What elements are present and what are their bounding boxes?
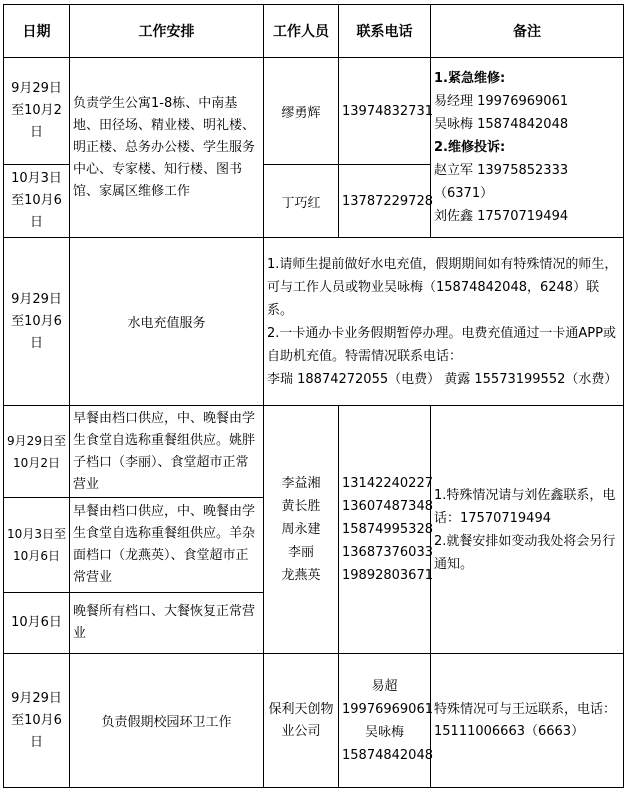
dining-staff-name: 龙燕英 (281, 568, 321, 583)
repair-date-2: 10月3日至10月6日 (4, 165, 70, 238)
cleaning-date: 9月29日至10月6日 (4, 654, 70, 788)
repair-date-1: 9月29日至10月2日 (4, 58, 70, 165)
holiday-schedule-table (3, 4, 624, 788)
repair-task: 负责学生公寓1-8栋、中南基地、田径场、精业楼、明礼楼、明正楼、总务办公楼、学生服务中心、专家楼、知行楼、图书馆、家属区维修工作 (70, 58, 264, 238)
dining-remark-line: 1.特殊情况请与刘佐鑫联系，电话：17570719494 (434, 487, 616, 526)
header-row (4, 5, 624, 58)
cleaning-staff: 保利天创物业公司 (264, 654, 339, 788)
repair-staff-1: 缪勇辉 (264, 58, 339, 165)
cleaning-task: 负责假期校园环卫工作 (70, 654, 264, 788)
repair-phone-2: 13787229728 (339, 165, 431, 238)
header-date: 日期 (4, 5, 70, 58)
dining-remark (431, 406, 624, 654)
utility-remark-line: 2.一卡通办卡业务假期暂停办理。电费充值通过一卡通APP或自助机充值。特需情况联系电话： (267, 325, 616, 364)
cleaning-contact: 15874842048 (342, 747, 433, 763)
dining-phone: 15874995328 (342, 522, 433, 537)
repair-phone-1: 13974832731 (339, 58, 431, 165)
repair-remark-line: 2.维修投诉: (434, 140, 506, 155)
dining-phone: 13142240227 (342, 476, 433, 491)
dining-task-3: 晚餐所有档口、大餐恢复正常营业 (70, 593, 264, 654)
cleaning-row (4, 654, 624, 788)
dining-phone: 19892803671 (342, 568, 433, 583)
dining-date-3: 10月6日 (4, 593, 70, 654)
dining-phone: 13687376033 (342, 545, 433, 560)
repair-remark (431, 58, 624, 238)
dining-date-1: 9月29日至10月2日 (4, 406, 70, 498)
utility-row (4, 238, 624, 406)
dining-task-1: 早餐由档口供应，中、晚餐由学生食堂自选称重餐组供应。姚胖子档口（李丽）、食堂超市正常营业 (70, 406, 264, 498)
header-phone: 联系电话 (339, 5, 431, 58)
repair-remark-line: 刘佐鑫 17570719494 (434, 209, 569, 224)
utility-remark (264, 238, 624, 406)
utility-remark-line: 李瑞 18874272055（电费） 黄露 15573199552（水费） (267, 371, 618, 387)
dining-phone: 13607487348 (342, 499, 433, 514)
repair-remark-line: 吴咏梅 15874842048 (434, 117, 569, 132)
utility-task: 水电充值服务 (70, 238, 264, 406)
dining-remark-line: 2.就餐安排如变动我处将会另行通知。 (434, 533, 616, 572)
dining-phones (339, 406, 431, 654)
repair-remark-line: 1.紧急维修: (434, 71, 506, 86)
dining-staff-name: 周永建 (281, 522, 321, 537)
header-staff: 工作人员 (264, 5, 339, 58)
dining-staff-name: 黄长胜 (281, 499, 321, 514)
utility-remark-line: 1.请师生提前做好水电充值，假期期间如有特殊情况的师生，可与工作人员或物业吴咏梅（15874842048，6248）联系。 (267, 256, 618, 318)
header-remark: 备注 (431, 5, 624, 58)
dining-date-2: 10月3日至10月6日 (4, 498, 70, 593)
dining-staff-name: 李益湘 (281, 476, 321, 491)
dining-row-1 (4, 406, 624, 498)
utility-date: 9月29日至10月6日 (4, 238, 70, 406)
repair-remark-line: 易经理 19976969061 (434, 94, 569, 109)
dining-staff (264, 406, 339, 654)
repair-row-1 (4, 58, 624, 165)
cleaning-contact: 易超 (371, 678, 398, 694)
cleaning-remark: 特殊情况可与王远联系，电话：15111006663（6663） (431, 654, 624, 788)
cleaning-phones (339, 654, 431, 788)
dining-staff-name: 李丽 (287, 545, 314, 560)
dining-task-2: 早餐由档口供应，中、晚餐由学生食堂自选称重餐组供应。羊杂面档口（龙燕英）、食堂超市正常营业 (70, 498, 264, 593)
repair-remark-line: 赵立军 13975852333（6371） (434, 163, 569, 201)
cleaning-contact: 吴咏梅 (364, 724, 404, 740)
repair-staff-2: 丁巧红 (264, 165, 339, 238)
cleaning-contact: 19976969061 (342, 701, 433, 717)
header-task: 工作安排 (70, 5, 264, 58)
